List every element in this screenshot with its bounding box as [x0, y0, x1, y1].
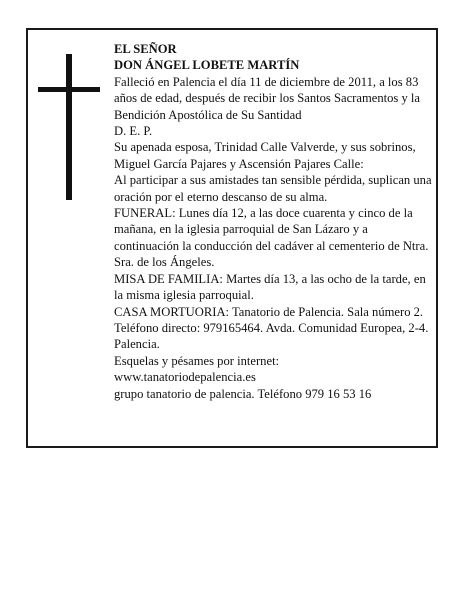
rip-line: D. E. P. — [114, 124, 153, 139]
obituary-notice — [26, 28, 438, 448]
family-paragraph: Su apenada esposa, Trinidad Calle Valverde, y sus sobrinos, Miguel García Pajares y Ascensión Pajares Calle: — [114, 140, 416, 171]
cross-horizontal-bar — [38, 87, 100, 92]
group-phone-line: grupo tanatorio de palencia. Teléfono 979 16 53 16 — [114, 386, 372, 401]
notice-heading: EL SEÑOR — [114, 42, 177, 56]
deceased-name: DON ÁNGEL LOBETE MARTÍN — [114, 58, 300, 73]
family-mass-paragraph: MISA DE FAMILIA: Martes día 13, a las ocho de la tarde, en la misma iglesia parroquial. — [114, 271, 426, 303]
notice-text — [114, 41, 432, 402]
funeral-home-paragraph: CASA MORTUORIA: Tanatorio de Palencia. Sala número 2. Teléfono directo: 979165464. Avda. Comunidad Europea, 2-4. Palencia. — [114, 304, 429, 352]
website-link[interactable]: www.tanatoriodepalencia.es — [114, 370, 256, 385]
funeral-paragraph: FUNERAL: Lunes día 12, a las doce cuarenta y cinco de la mañana, en la iglesia parroquial de San Lázaro y a continuación la conducción del cadáver al cementerio de Ntra. Sra. de los Ángeles. — [114, 206, 429, 270]
latin-cross-icon — [38, 54, 100, 200]
cross-vertical-bar — [66, 54, 72, 200]
request-paragraph: Al participar a sus amistades tan sensible pérdida, suplican una oración por el eterno descanso de su alma. — [114, 173, 432, 204]
internet-label: Esquelas y pésames por internet: — [114, 353, 280, 368]
death-paragraph: Falleció en Palencia el día 11 de diciembre de 2011, a los 83 años de edad, después de recibir los Santos Sacramentos y la Bendición Apostólica de Su Santidad — [114, 74, 421, 122]
